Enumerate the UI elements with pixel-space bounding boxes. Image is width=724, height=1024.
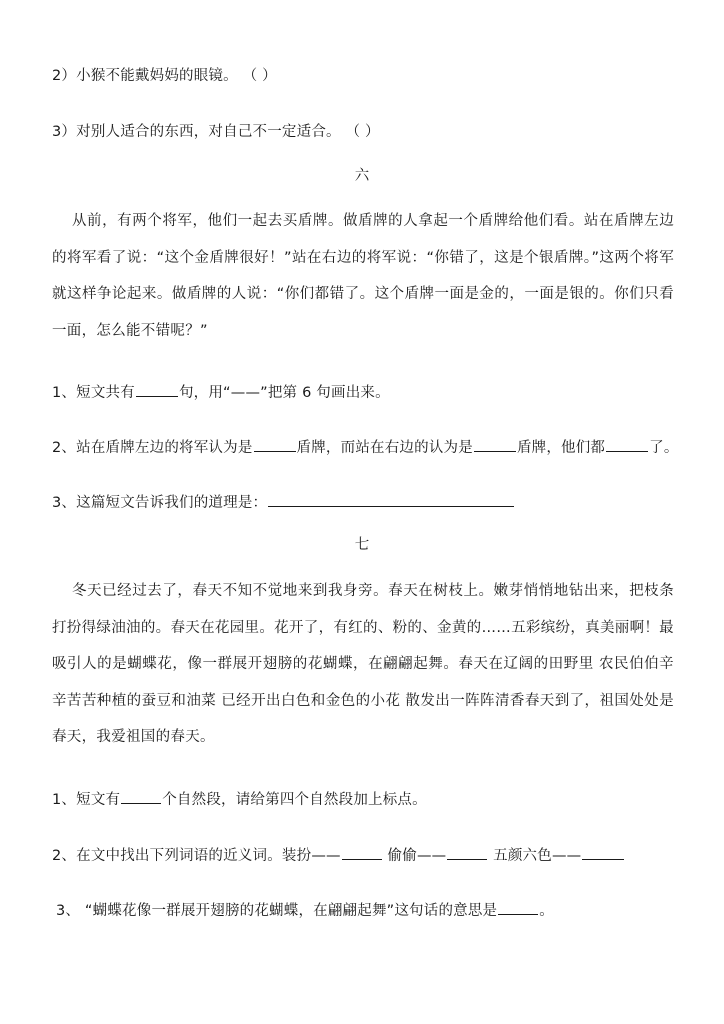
answer-blank[interactable] (121, 788, 161, 804)
section6-q3-text-a: 3、这篇短文告诉我们的道理是： (52, 495, 268, 511)
section6-question-3 (52, 491, 515, 513)
section7-heading: 七 (354, 537, 370, 553)
answer-blank[interactable] (447, 844, 487, 860)
answer-blank[interactable] (254, 436, 296, 452)
section7-question-3 (56, 899, 554, 921)
answer-blank[interactable] (342, 844, 382, 860)
section7-q1-text-a: 1、短文有 (52, 792, 121, 808)
section6-q2-text-a: 2、站在盾牌左边的将军认为是 (52, 440, 253, 456)
section7-q3-text-a: 3、 “蝴蝶花像一群展开翅膀的花蝴蝶，在翩翩起舞”这句话的意思是 (56, 903, 498, 919)
section5-question-2: 2）小猴不能戴妈妈的眼镜。 （ ） (52, 68, 277, 84)
section7-q1-text-b: 个自然段，请给第四个自然段加上标点。 (162, 792, 427, 808)
section7-question-2 (52, 844, 625, 866)
section7-passage: 冬天已经过去了，春天不知不觉地来到我身旁。春天在树枝上。嫩芽悄悄地钻出来，把枝条打扮得绿油油的。春天在花园里。花开了，有红的、粉的、金黄的……五彩缤纷，真美丽啊！最吸引人的是蝴蝶花，像一群展开翅膀的花蝴蝶，在翩翩起舞。春天在辽阔的田野里 农民伯伯辛辛苦苦种植的蚕豆和油菜 已经开出白色和金色的小花 散发出一阵阵清香春天到了，祖国处处是春天，我爱祖国的春天。 (52, 583, 674, 745)
answer-blank[interactable] (606, 436, 648, 452)
answer-blank[interactable] (582, 844, 624, 860)
answer-blank[interactable] (498, 899, 538, 915)
answer-blank[interactable] (474, 436, 516, 452)
answer-blank[interactable] (136, 381, 178, 397)
section6-q2-text-b: 盾牌，而站在右边的认为是 (296, 440, 473, 456)
section7-q2-text-c: 五颜六色—— (488, 848, 582, 864)
section6-heading: 六 (354, 168, 370, 184)
section7-question-1 (52, 788, 427, 810)
answer-blank[interactable] (268, 491, 514, 507)
section7-q2-text-a: 2、在文中找出下列词语的近义词。装扮—— (52, 848, 341, 864)
section6-q2-text-c: 盾牌，他们都 (516, 440, 606, 456)
section7-q2-text-b: 偷偷—— (382, 848, 447, 864)
section7-q3-text-b: 。 (539, 903, 554, 919)
section6-q2-text-d: 了。 (649, 440, 679, 456)
section6-q1-text-a: 1、短文共有 (52, 385, 135, 401)
section6-q1-text-b: 句，用“——”把第 6 句画出来。 (178, 385, 390, 401)
section6-passage: 从前，有两个将军，他们一起去买盾牌。做盾牌的人拿起一个盾牌给他们看。站在盾牌左边的将军看了说：“这个金盾牌很好！”站在右边的将军说：“你错了，这是个银盾牌。”这两个将军就这样争论起来。做盾牌的人说：“你们都错了。这个盾牌一面是金的，一面是银的。你们只看一面，怎么能不错呢？” (52, 213, 674, 339)
section6-question-1 (52, 381, 390, 403)
section6-question-2 (52, 436, 679, 458)
section5-question-3: 3）对别人适合的东西，对自己不一定适合。 （ ） (52, 124, 380, 140)
